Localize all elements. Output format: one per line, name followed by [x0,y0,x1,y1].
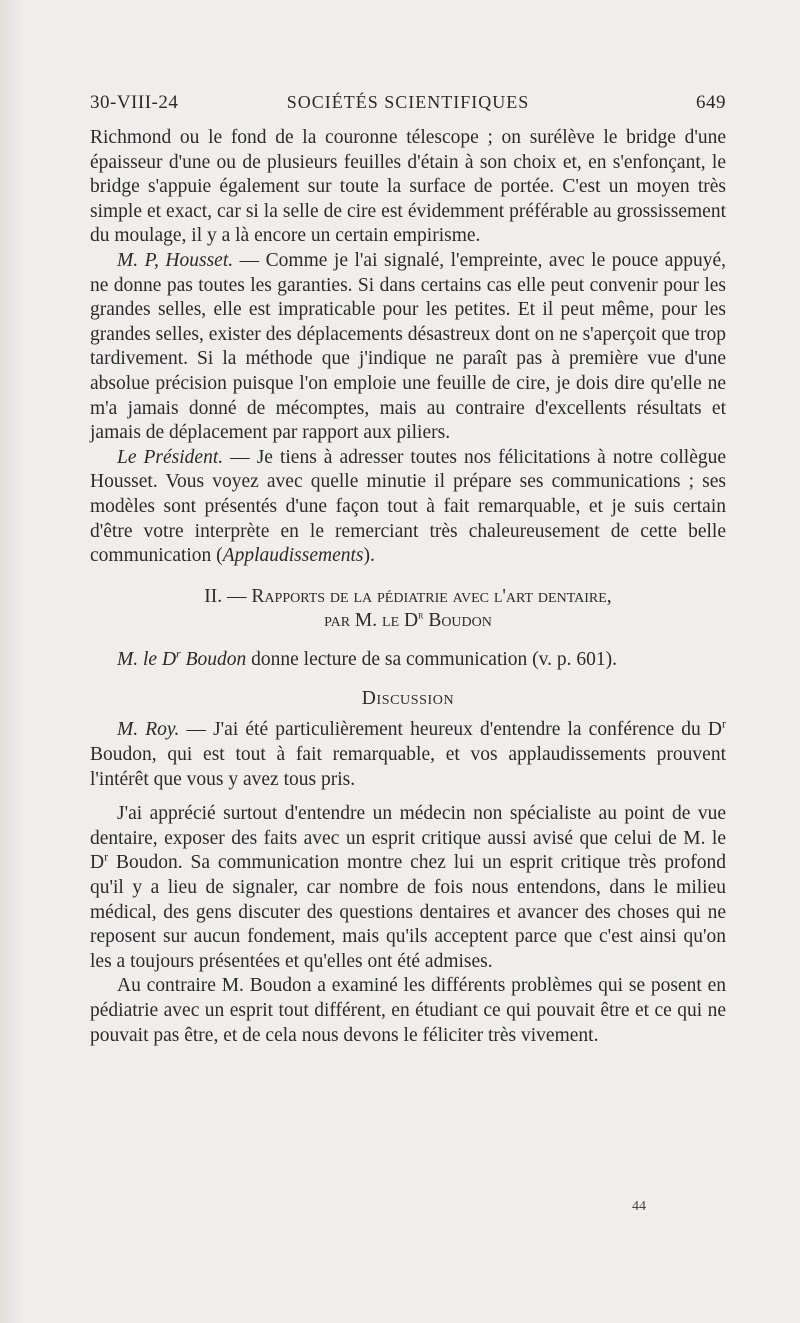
section-title-text: — Rapports de la pédiatrie avec l'art dentaire, [222,585,612,607]
paragraph-housset [90,249,726,446]
header-date: 30-VIII-24 [90,92,179,113]
paragraph-roy [90,718,726,792]
lecture-speaker-b: Boudon [180,648,247,670]
paragraph-conclusion: Au contraire M. Boudon a examiné les différents problèmes qui se posent en pédiatrie avec un esprit tout différent, en étudiant ce qui pouvait être et ce qui ne pouvait pas être, et de cela nous devons le féliciter très vivement. [90,975,726,1046]
paragraph-president [90,446,726,569]
lecture-speaker-a: M. le D [117,648,177,670]
president-text: — Je tiens à adresser toutes nos félicitations à notre collègue Housset. Vous voyez avec quelle minutie il prépare ses communications ; ses modèles sont présentés d'une façon tout à fait remarquable, et je suis certain d'être votre interprète en le remerciant très chaleureusement de cette belle communication ( [90,446,726,567]
applause-note: Applaudissements [222,545,364,567]
page-spine-shadow [0,0,26,1323]
body-text [90,126,726,569]
roy-sup: r [722,716,726,731]
header-page-number: 649 [696,92,726,113]
roy-text-a: — J'ai été particulièrement heureux d'entendre la conférence du D [179,719,722,741]
section-author-prefix: par M. le D [324,610,419,632]
discussion-heading: Discussion [361,688,455,710]
speaker-president: Le Président. [117,446,224,468]
section-heading-line2 [90,609,726,634]
lecture-speaker [117,646,247,670]
appreciation-text-b: Boudon. Sa communication montre chez lui un esprit critique très profond qu'il y a lieu de signaler, car nombre de fois nous entendons, dans le milieu médical, des gens discuter des questions dentaires et avancer des choses qui ne reposent sur aucun fondement, mais qu'ils acceptent parce que c'est ainsi qu'on les a toujours présentées et qu'elles ont été admises. [90,852,726,972]
president-text-end: ). [363,545,375,567]
lecture-speaker-sup: r [176,646,181,661]
section-heading [90,585,726,634]
speaker-roy: M. Roy. [117,719,180,741]
section-author-name: Boudon [423,610,492,632]
lecture-line [90,648,726,673]
header-title: SOCIÉTÉS SCIENTIFIQUES [286,92,530,112]
section-heading-line1 [90,585,726,610]
section-number: II. [204,585,223,607]
speaker-housset: M. P, Housset. [117,249,234,271]
appreciation-sup: r [104,849,109,864]
page-content [90,92,726,1048]
discussion-body [90,718,726,1048]
section-author-sup: r [418,607,424,622]
housset-text: — Comme je l'ai signalé, l'empreinte, avec le pouce appuyé, ne donne pas toutes les garanties. Si dans certains cas elle peut convenir pour les grandes selles, elle est impraticable pour les petites. Et il peut même, pour les grandes selles, exister des déplacements désastreux dont on ne s'aperçoit que trop tardivement. Si la méthode que j'indique ne paraît pas à première vue d'une absolue précision puisque l'on emploie une feuille de cire, je dois dire qu'elle ne m'a jamais donné de mécomptes, mais au contraire d'excellents résultats et jamais de déplacement par rapport aux piliers. [90,249,726,444]
paragraph-richmond: Richmond ou le fond de la couronne télescope ; on surélève le bridge d'une épaisseur d'une ou de plusieurs feuilles d'étain à son choix et, en s'enfonçant, le bridge s'appuie également sur toute la surface de portée. C'est un moyen très simple et exact, car si la selle de cire est évidemment préférable au grossissement du moulage, il y a là encore un certain empirisme. [90,127,726,247]
roy-text-b: Boudon, qui est tout à fait remarquable, et vos applaudissements prouvent l'intérêt que vous y avez tous pris. [90,744,726,790]
signature-mark: 44 [632,1199,646,1214]
appreciation-text-a: J'ai apprécié surtout d'entendre un médecin non spécialiste au point de vue dentaire, exposer des faits avec un esprit critique aussi avisé que celui de M. le D [90,803,726,874]
running-header [90,92,726,126]
paragraph-appreciation [90,802,726,974]
lecture-text: donne lecture de sa communication (v. p. 601). [246,648,617,670]
